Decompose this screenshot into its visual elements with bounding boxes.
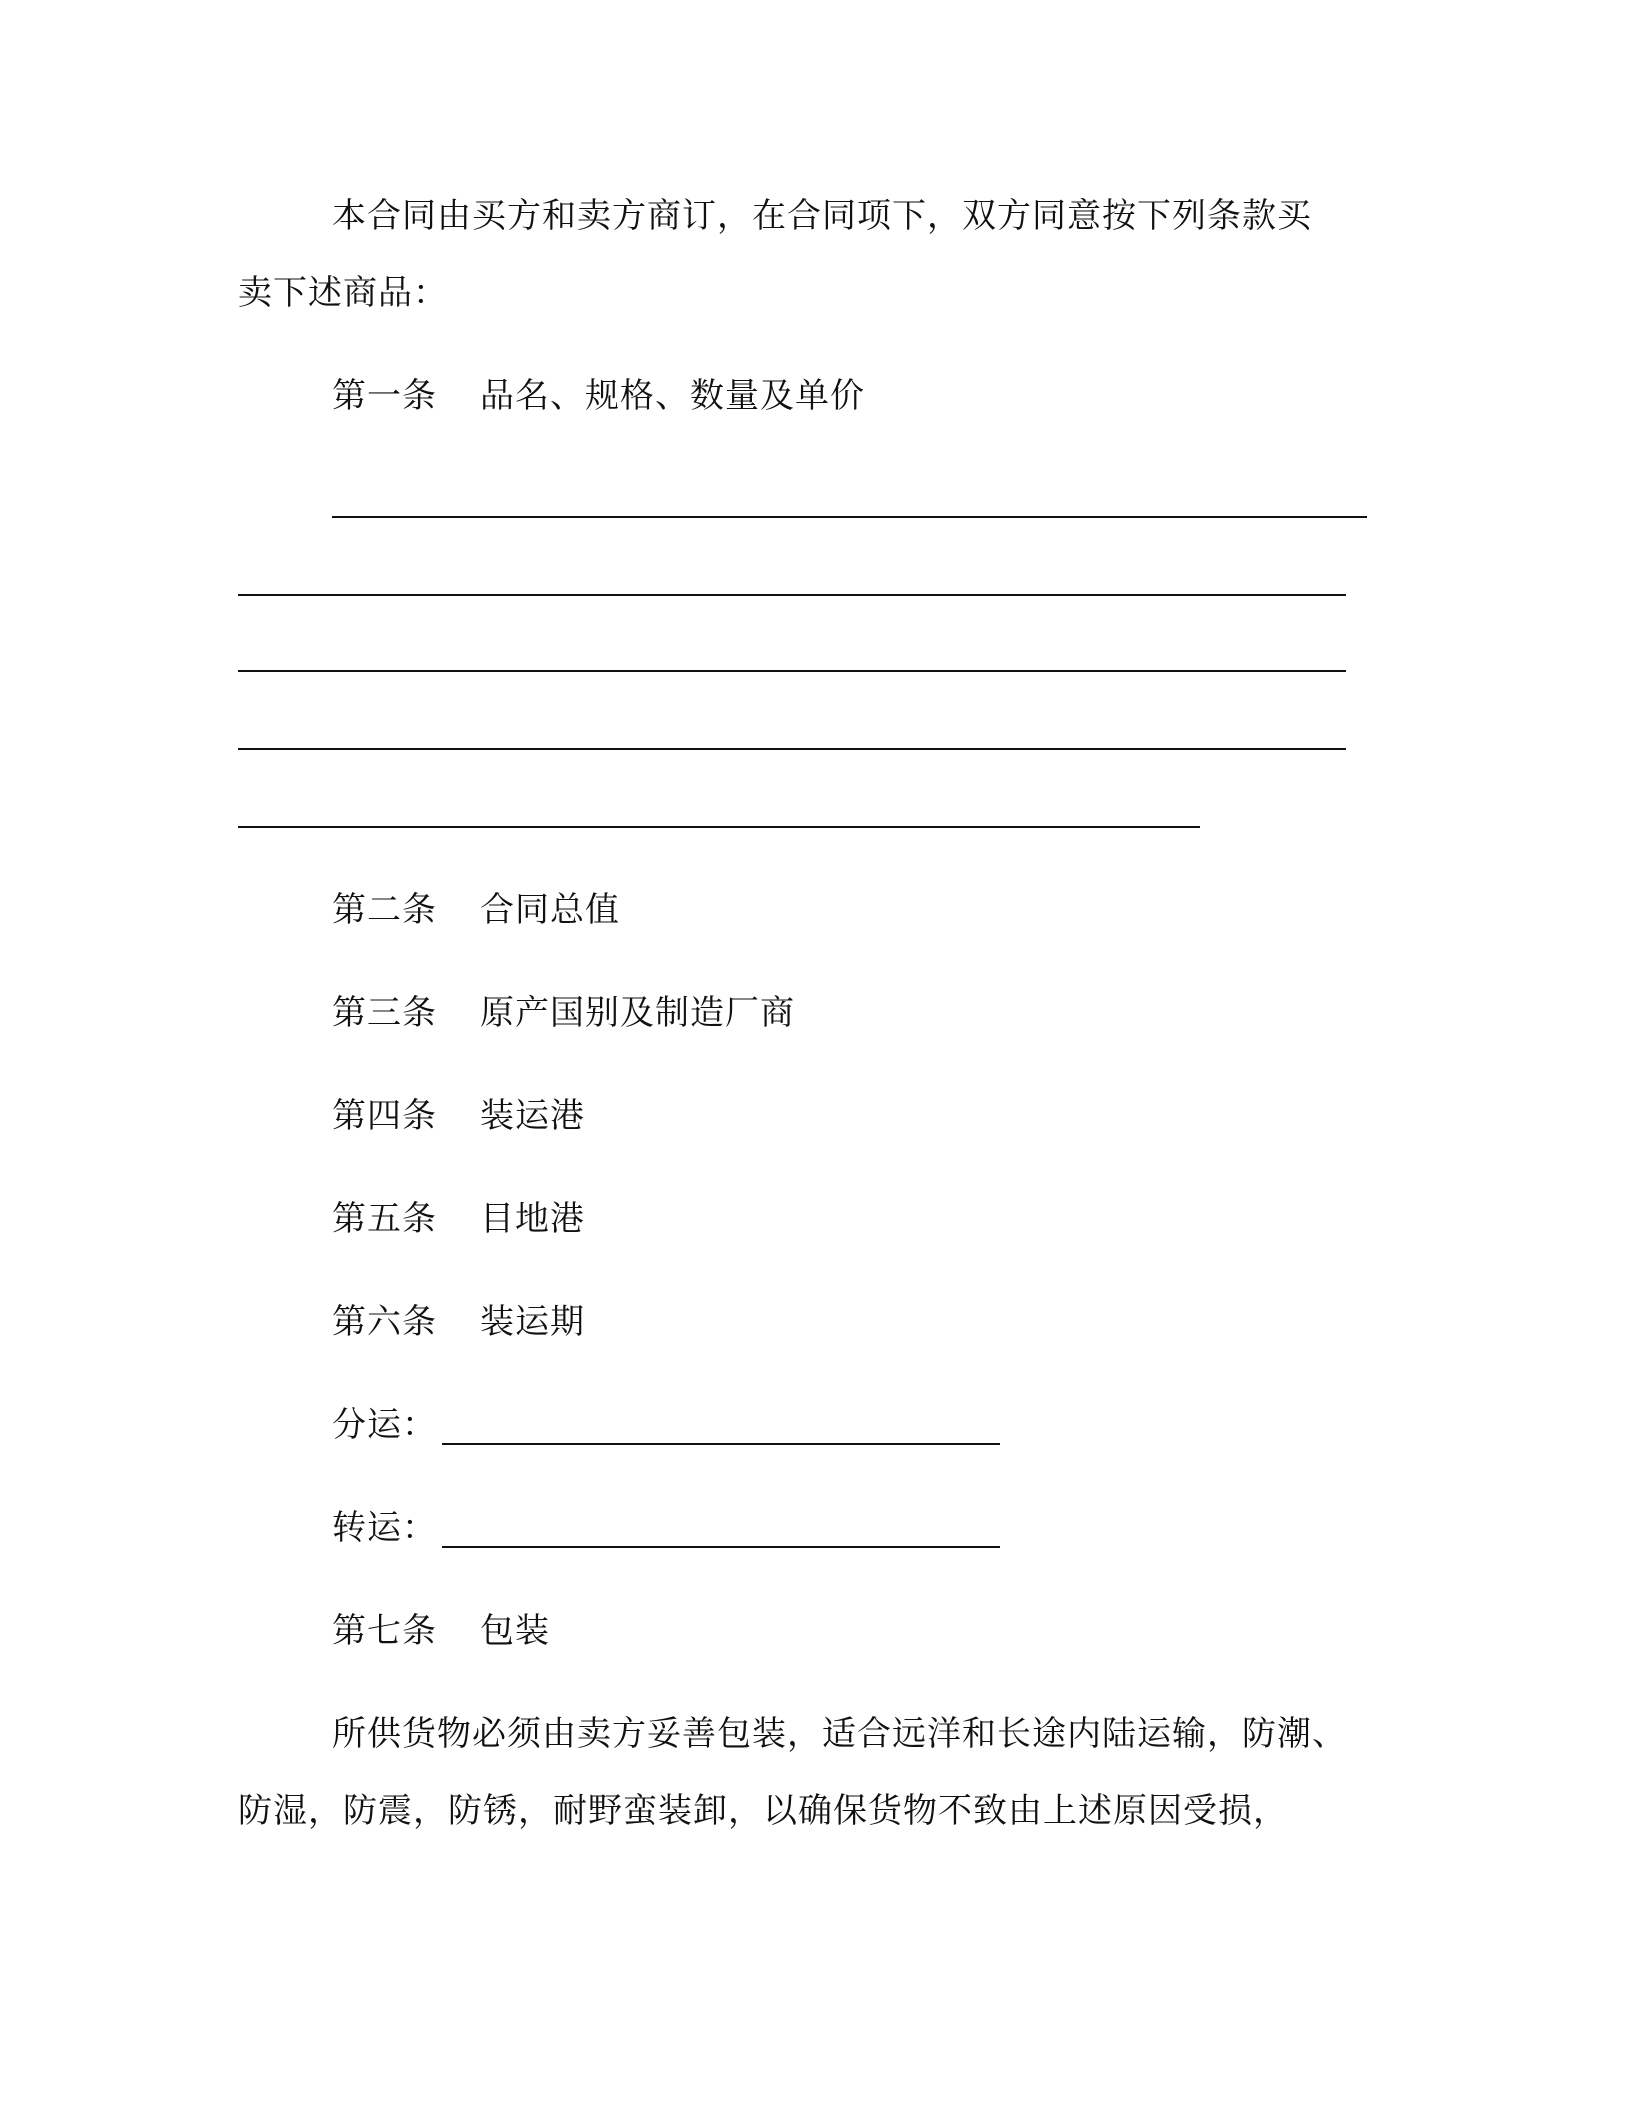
article-4-number: 第四条 <box>332 1096 437 1136</box>
article-7-title: 包装 <box>480 1611 550 1651</box>
intro-line-2: 卖下述商品： <box>238 273 448 313</box>
article-3 <box>332 993 795 1033</box>
blank-line-5[interactable] <box>238 826 1200 828</box>
transshipment-label: 转运： <box>332 1508 437 1548</box>
article-2-number: 第二条 <box>332 890 437 930</box>
article-1-title: 品名、规格、数量及单价 <box>480 376 865 416</box>
packing-line-2: 防湿，防震，防锈，耐野蛮装卸，以确保货物不致由上述原因受损， <box>238 1791 1288 1831</box>
article-5-number: 第五条 <box>332 1199 437 1239</box>
article-2-title: 合同总值 <box>480 890 620 930</box>
intro-line-1: 本合同由买方和卖方商订，在合同项下，双方同意按下列条款买 <box>332 196 1312 236</box>
partial-shipment-label: 分运： <box>332 1405 437 1445</box>
blank-line-2[interactable] <box>238 594 1346 596</box>
article-4-title: 装运港 <box>480 1096 585 1136</box>
article-5-title: 目地港 <box>480 1199 585 1239</box>
blank-line-1[interactable] <box>332 516 1367 518</box>
transshipment-blank[interactable] <box>442 1546 1000 1548</box>
article-5 <box>332 1199 585 1239</box>
blank-line-3[interactable] <box>238 670 1346 672</box>
article-2 <box>332 890 620 930</box>
article-6 <box>332 1302 585 1342</box>
article-7-number: 第七条 <box>332 1611 437 1651</box>
article-4 <box>332 1096 585 1136</box>
article-3-title: 原产国别及制造厂商 <box>480 993 795 1033</box>
article-6-number: 第六条 <box>332 1302 437 1342</box>
packing-line-1: 所供货物必须由卖方妥善包装，适合远洋和长途内陆运输，防潮、 <box>332 1714 1347 1754</box>
article-6-title: 装运期 <box>480 1302 585 1342</box>
blank-line-4[interactable] <box>238 748 1346 750</box>
article-1 <box>332 376 865 416</box>
article-7 <box>332 1611 550 1651</box>
partial-shipment-blank[interactable] <box>442 1443 1000 1445</box>
article-3-number: 第三条 <box>332 993 437 1033</box>
article-1-number: 第一条 <box>332 376 437 416</box>
